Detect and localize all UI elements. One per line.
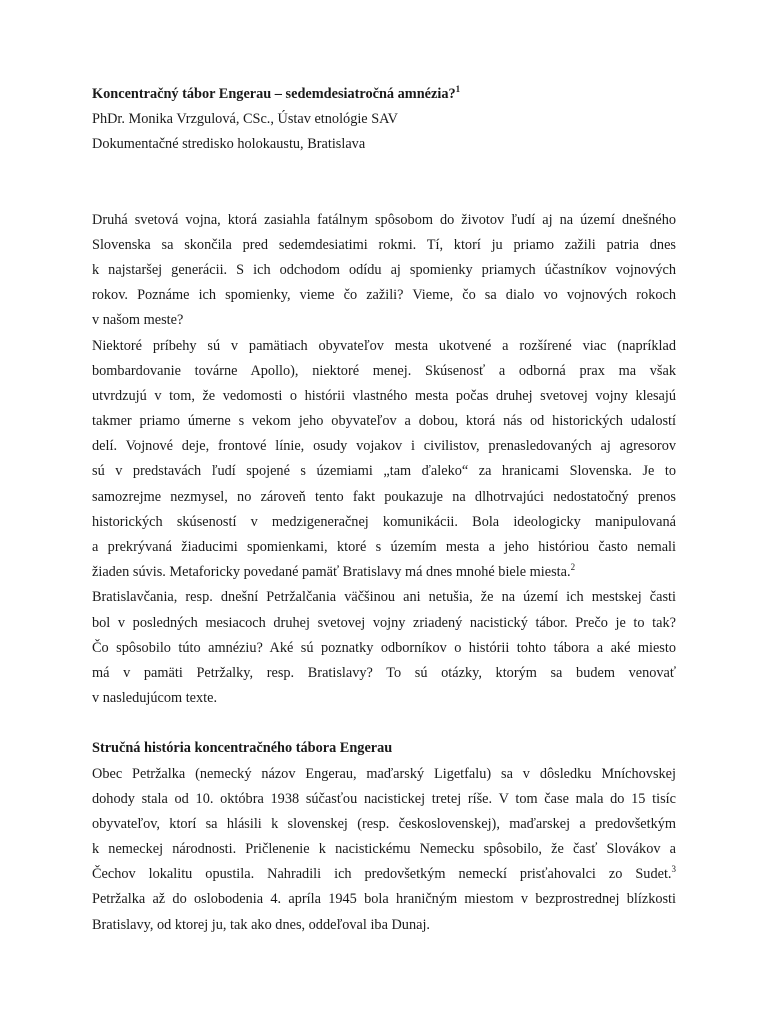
text-line: Čo spôsobilo túto amnéziu? Aké sú poznatky odborníkov o histórii tohto tábora a aké miesto — [92, 639, 676, 656]
footnote-marker[interactable]: 3 — [671, 864, 676, 875]
text-line: sú v predstavách ľudí spojené s územiami „tam ďaleko“ za hranicami Slovenska. Je to — [92, 463, 676, 480]
section-heading: Stručná história koncentračného tábora Engerau — [92, 740, 393, 757]
paragraph-questions — [92, 585, 676, 711]
text-line: delí. Vojnové deje, frontové línie, osudy vojakov i civilistov, prenasledovaných aj agresorov — [92, 438, 676, 455]
text-line — [92, 862, 676, 887]
text-line: Obec Petržalka (nemecký názov Engerau, maďarský Ligetfalu) sa v dôsledku Mníchovskej — [92, 765, 676, 782]
text-line: k nemeckej národnosti. Pričlenenie k nacistickému Nemecku spôsobilo, že časť Slovákov a — [92, 841, 676, 858]
text-line: dohody stala od 10. októbra 1938 súčasťou nacistickej tretej ríše. V tom čase mala do 15 tisíc — [92, 790, 676, 807]
paragraph-memory — [92, 334, 676, 586]
text-line: takmer priamo úmerne s vekom jeho obyvateľov a dobou, ktorá nás od historických udalostí — [92, 413, 676, 430]
text-line: bombardovanie továrne Apollo), niektoré menej. Skúsenosť a odborná prax ma však — [92, 362, 676, 379]
text-line: Bratislavčania, resp. dnešní Petržalčania väčšinou ani netušia, že na území ich mestskej časti — [92, 589, 676, 606]
spacer — [92, 711, 676, 736]
text-line: k najstaršej generácii. S ich odchodom odídu aj spomienky priamych účastníkov vojnových — [92, 261, 676, 278]
title-text: Koncentračný tábor Engerau – sedemdesiatročná amnézia? — [92, 86, 456, 102]
text-line — [92, 560, 676, 585]
text-line: a prekrývaná žiaducimi spomienkami, ktoré s územím mesta a jeho históriou často nemali — [92, 539, 676, 555]
footnote-marker[interactable]: 1 — [455, 84, 461, 94]
text-line: historických skúseností v medzigeneračnej komunikácii. Bola ideologicky manipulovaná — [92, 513, 676, 530]
text-line: Petržalka až do oslobodenia 4. apríla 1945 bola hraničným miestom v bezprostrednej blízkosti — [92, 891, 676, 908]
spacer — [92, 158, 676, 208]
text-line-content: Čechov lokalitu opustila. Nahradili ich predovšetkým nemeckí prisťahovalci zo Sudet. — [92, 866, 672, 883]
text-line: rokov. Poznáme ich spomienky, vieme čo zažili? Vieme, čo sa dialo vo vojnových rokoch — [92, 287, 676, 304]
text-line: v nasledujúcom texte. — [92, 690, 218, 707]
text-line: utvrdzujú v tom, že vedomosti o histórii vlastného mesta počas druhej svetovej vojny klesajú — [92, 387, 676, 404]
text-line: v našom meste? — [92, 312, 184, 329]
text-line-content: žiaden súvis. Metaforicky povedané pamäť Bratislavy má dnes mnohé biele miesta. — [92, 564, 571, 581]
text-line: Slovenska sa skončila pred sedemdesiatimi rokmi. Tí, ktorí ju priamo zažili patria dnes — [92, 236, 676, 253]
paragraph-intro — [92, 208, 676, 334]
footnote-marker[interactable]: 2 — [570, 562, 576, 573]
text-line: Bratislavy, od ktorej ju, tak ako dnes, oddeľoval iba Dunaj. — [92, 916, 431, 933]
author-line: PhDr. Monika Vrzgulová, CSc., Ústav etnológie SAV — [92, 111, 398, 128]
document-title — [92, 82, 676, 107]
institution-line: Dokumentačné stredisko holokaustu, Bratislava — [92, 136, 366, 153]
text-line: bol v posledných mesiacoch druhej svetovej vojny zriadený nacistický tábor. Prečo je to tak? — [92, 614, 676, 631]
text-line: Druhá svetová vojna, ktorá zasiahla fatálnym spôsobom do životov ľudí aj na území dnešného — [92, 211, 676, 228]
text-line: má v pamäti Petržalky, resp. Bratislavy? To sú otázky, ktorým sa budem venovať — [92, 664, 676, 681]
text-line: obyvateľov, ktorí sa hlásili k slovenskej (resp. československej), maďarskej a predovšetkým — [92, 815, 676, 832]
paragraph-history — [92, 762, 676, 938]
document-page — [92, 82, 676, 938]
text-line: Niektoré príbehy sú v pamätiach obyvateľov mesta ukotvené a rozšírené viac (napríklad — [92, 337, 676, 354]
text-line: samozrejme nezmysel, no zároveň tento fakt poukazuje na dlhotrvajúci nedostatočný prenos — [92, 488, 676, 505]
